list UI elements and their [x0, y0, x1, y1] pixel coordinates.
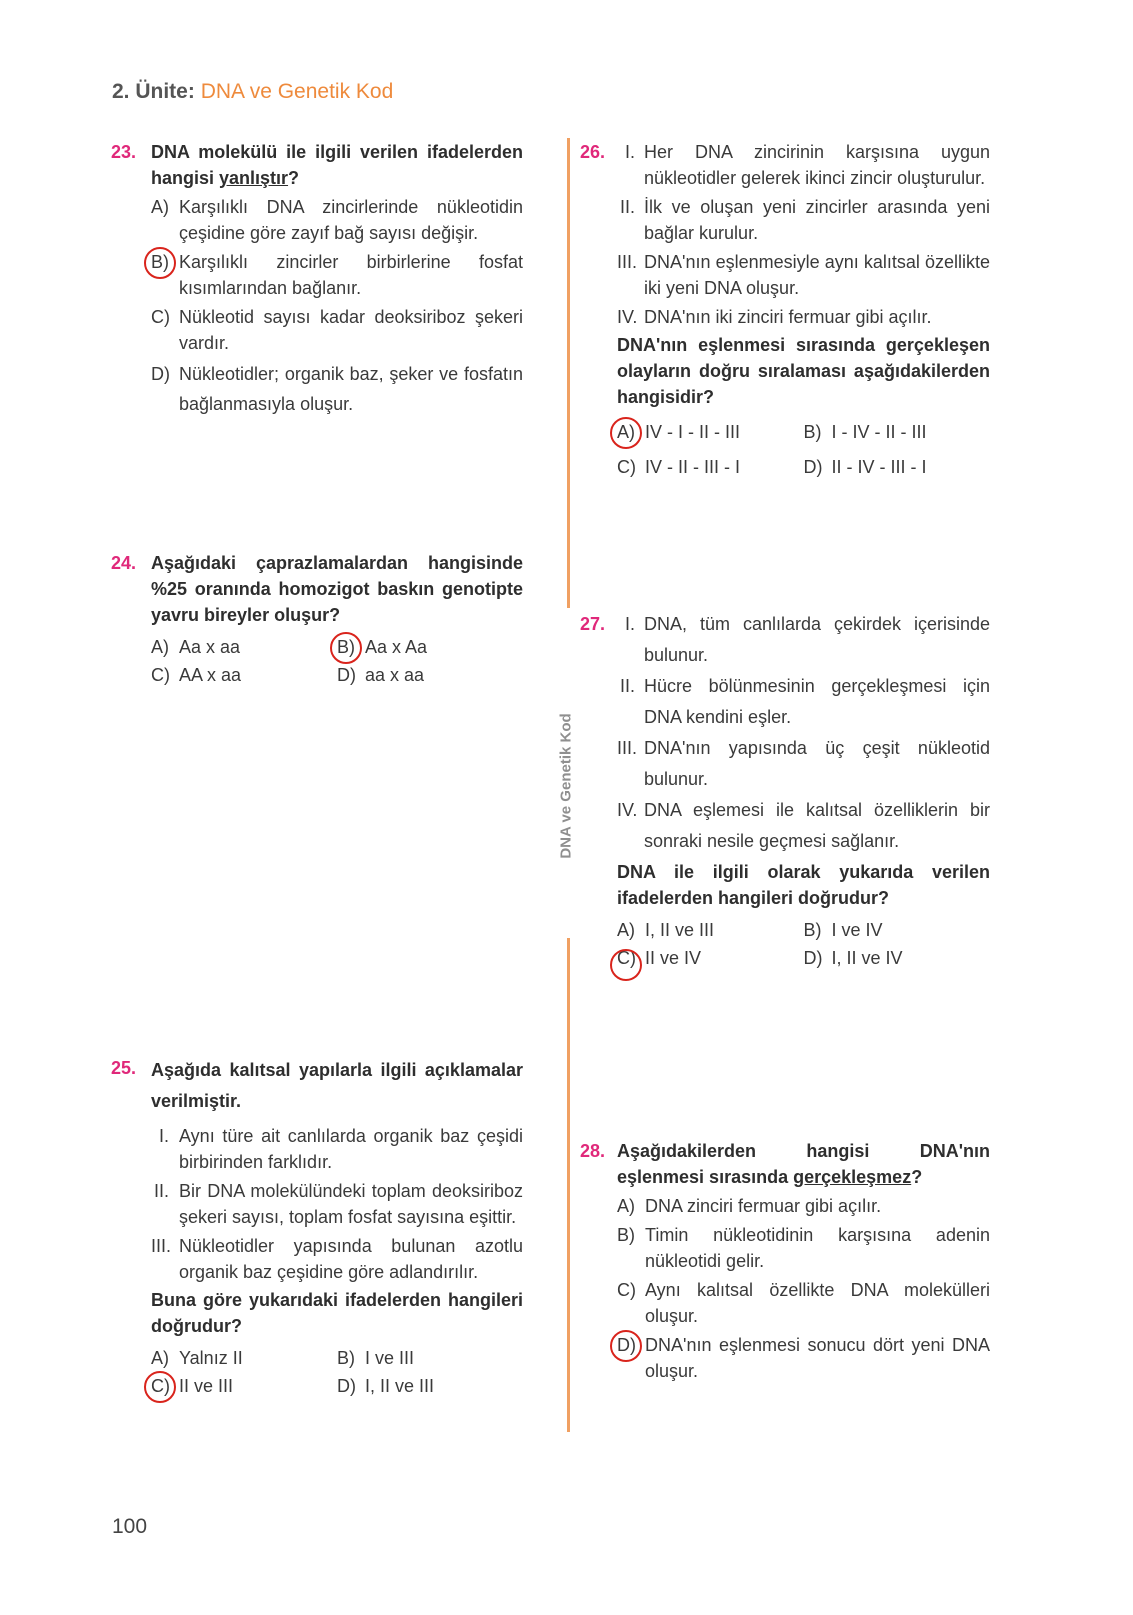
statement-ii: II. Hücre bölünmesinin gerçekleşmesi için DNA kendini eşler.: [620, 676, 990, 727]
statements-list: [617, 139, 990, 330]
unit-label: 2. Ünite:: [112, 80, 195, 103]
option-c[interactable]: C) II ve IV: [617, 945, 804, 971]
question-prompt: DNA'nın eşlenmesi sırasında gerçekleşen olayların doğru sıralaması aşağıdakilerden hangisidir?: [617, 335, 990, 407]
option-d[interactable]: D) aa x aa: [337, 665, 425, 685]
option-d[interactable]: D) Nükleotidler; organik baz, şeker ve fosfatın bağlanmasıyla oluşur.: [151, 364, 523, 414]
question-number: 26.: [580, 142, 606, 162]
question-number: 23.: [111, 142, 137, 162]
option-d[interactable]: D) I, II ve IV: [803, 948, 903, 968]
statement-iv: IV. DNA eşlemesi ile kalıtsal özelliklerin bir sonraki nesile geçmesi sağlanır.: [617, 800, 990, 851]
statements-list: [151, 1123, 523, 1285]
options-grid: [617, 414, 990, 484]
statement-ii: II. Bir DNA molekülündeki toplam deoksiriboz şekeri sayısı, toplam fosfat sayısına eşittir.: [154, 1181, 523, 1227]
option-b[interactable]: B) I - IV - II - III: [803, 422, 927, 442]
option-a[interactable]: A) Karşılıklı DNA zincirlerinde nükleotidin çeşidine göre zayıf bağ sayısı değişir.: [151, 197, 523, 243]
option-b[interactable]: B) I ve IV: [803, 920, 883, 940]
option-b[interactable]: B) Karşılıklı zincirler birbirlerine fosfat kısımlarından bağlanır.: [151, 249, 523, 301]
option-a[interactable]: A) Yalnız II: [151, 1348, 243, 1368]
options-grid: [151, 1343, 523, 1399]
option-c[interactable]: C) Nükleotid sayısı kadar deoksiriboz şekeri vardır.: [151, 307, 523, 353]
option-c[interactable]: C) Aynı kalıtsal özellikte DNA molekülleri oluşur.: [617, 1280, 990, 1326]
column-divider-top: [567, 138, 570, 608]
question-number: 27.: [580, 614, 606, 634]
page-number: 100: [112, 1515, 148, 1538]
question-number: 28.: [580, 1141, 606, 1161]
option-d[interactable]: D) DNA'nın eşlenmesi sonucu dört yeni DNA oluşur.: [617, 1332, 990, 1384]
option-b[interactable]: B) I ve III: [337, 1348, 415, 1368]
question-stem: DNA molekülü ile ilgili verilen ifadelerden hangisi yanlıştır?: [151, 142, 523, 188]
statement-iv: IV. DNA'nın iki zinciri fermuar gibi açılır.: [617, 307, 932, 327]
option-d[interactable]: D) II - IV - III - I: [803, 457, 927, 477]
option-b[interactable]: B) Aa x Aa: [337, 634, 523, 660]
question-prompt: Buna göre yukarıdaki ifadelerden hangileri doğrudur?: [151, 1290, 523, 1336]
statement-iii: III. DNA'nın eşlenmesiyle aynı kalıtsal özellikte iki yeni DNA oluşur.: [617, 252, 990, 298]
options-grid: [617, 915, 990, 971]
options-grid: [151, 632, 523, 688]
statement-i: I. Her DNA zincirinin karşısına uygun nükleotidler gelerek ikinci zincir oluşturulur.: [625, 142, 990, 188]
column-divider-bottom: [567, 938, 570, 1432]
side-topic-label: DNA ve Genetik Kod: [557, 713, 575, 859]
statement-i: I. Aynı türe ait canlılarda organik baz çeşidi birbirinden farklıdır.: [159, 1126, 523, 1172]
statements-list: [617, 609, 990, 857]
option-c[interactable]: C) AA x aa: [151, 665, 242, 685]
option-a[interactable]: A) Aa x aa: [151, 637, 241, 657]
option-c[interactable]: C) IV - II - III - I: [617, 457, 741, 477]
option-a[interactable]: A) DNA zinciri fermuar gibi açılır.: [617, 1196, 882, 1216]
question-number: 24.: [111, 553, 137, 573]
unit-header: [112, 80, 393, 104]
question-stem: Aşağıdaki çaprazlamalardan hangisinde %25 oranında homozigot baskın genotipte yavru bireyler oluşur?: [151, 553, 523, 625]
question-number: 25.: [111, 1058, 137, 1078]
option-a[interactable]: A) I, II ve III: [617, 920, 715, 940]
option-d[interactable]: D) I, II ve III: [337, 1376, 435, 1396]
option-b[interactable]: B) Timin nükleotidinin karşısına adenin nükleotidi gelir.: [617, 1225, 990, 1271]
statement-iii: III. Nükleotidler yapısında bulunan azotlu organik baz çeşidine göre adlandırılır.: [151, 1236, 523, 1282]
question-stem: Aşağıdakilerden hangisi DNA'nın eşlenmesi sırasında gerçekleşmez?: [617, 1141, 990, 1187]
statement-i: I. DNA, tüm canlılarda çekirdek içerisinde bulunur.: [625, 614, 990, 665]
question-stem: Aşağıda kalıtsal yapılarla ilgili açıklamalar verilmiştir.: [151, 1060, 523, 1111]
unit-topic: DNA ve Genetik Kod: [200, 80, 394, 103]
question-prompt: DNA ile ilgili olarak yukarıda verilen ifadelerden hangileri doğrudur?: [617, 862, 990, 908]
statement-iii: III. DNA'nın yapısında üç çeşit nükleotid bulunur.: [617, 738, 990, 789]
option-c[interactable]: C) II ve III: [151, 1373, 337, 1399]
option-a[interactable]: A) IV - I - II - III: [617, 416, 804, 449]
statement-ii: II. İlk ve oluşan yeni zincirler arasında yeni bağlar kurulur.: [620, 197, 990, 243]
